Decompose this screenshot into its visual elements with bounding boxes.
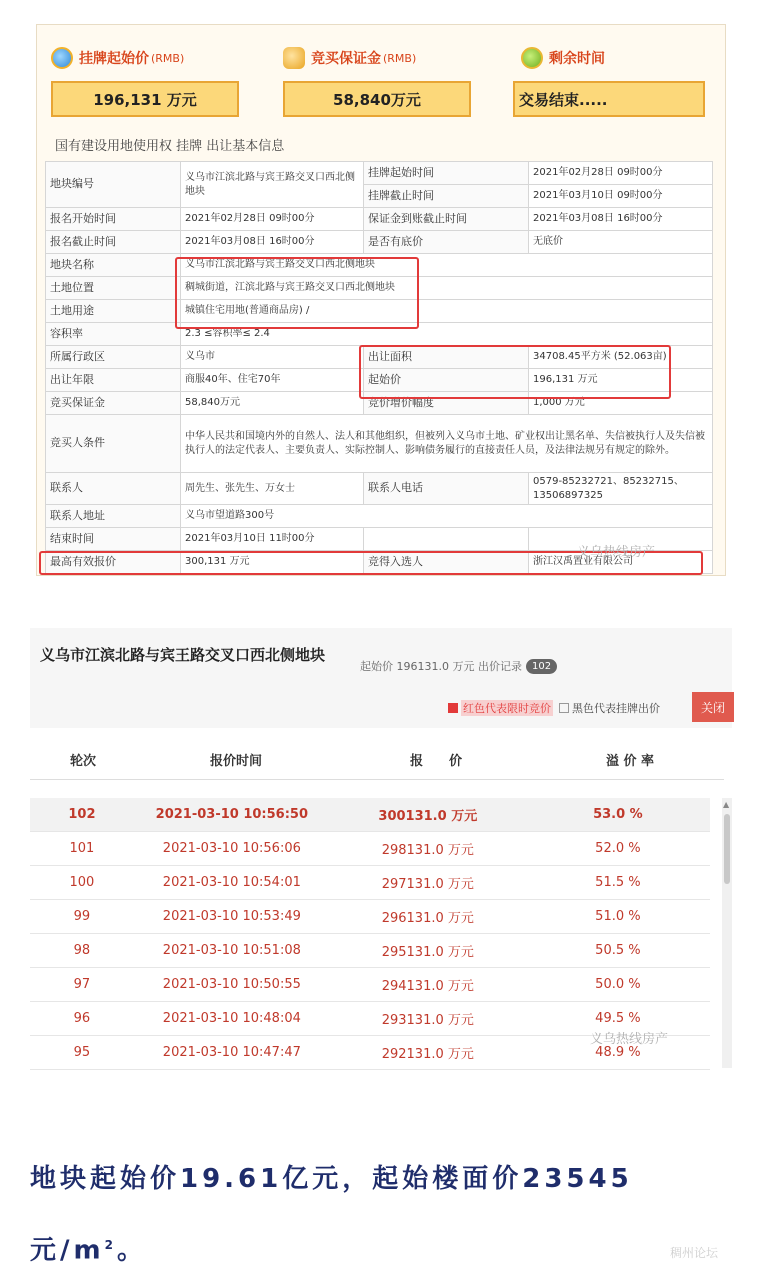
parcel-name-value: 义乌市江滨北路与宾王路交叉口西北侧地块 [181, 254, 713, 277]
bidder-conditions-label: 竞买人条件 [46, 415, 181, 473]
caption-ending: 。 [116, 1235, 147, 1266]
col-round: 轮次 [69, 754, 96, 769]
listing-start-label: 挂牌起始时间 [364, 162, 529, 185]
table-row [30, 832, 710, 866]
land-use-value: 城镇住宅用地(普通商品房) / [181, 300, 713, 323]
caption-text: 地块起始价19.61亿元，起始楼面价23545元/m [30, 1164, 633, 1266]
term-label: 出让年限 [46, 369, 181, 392]
round-cell: 97 [73, 977, 91, 992]
premium-cell: 48.9 % [595, 1045, 641, 1060]
end-time-value: 2021年03月10日 11时00分 [181, 528, 364, 551]
land-location-value: 稠城街道，江滨北路与宾王路交叉口西北侧地块 [181, 277, 713, 300]
contact-phone-value: 0579-85232721、85232715、13506897325 [529, 473, 713, 505]
listing-info-table [45, 161, 713, 574]
table-row [30, 934, 710, 968]
listing-end-label: 挂牌截止时间 [364, 185, 529, 208]
premium-cell: 49.5 % [595, 1011, 641, 1026]
price-cell: 300131.0 万元 [378, 809, 478, 824]
col-premium: 溢 价 率 [605, 754, 655, 769]
premium-cell: 53.0 % [593, 807, 643, 822]
scrollbar[interactable] [722, 798, 732, 1068]
table-row [46, 231, 713, 254]
bag-coins-icon [283, 47, 305, 69]
start-price-label: 挂牌起始价 [79, 51, 149, 67]
round-cell: 96 [73, 1011, 91, 1026]
parcel-id-label: 地块编号 [46, 162, 181, 208]
table-row [46, 162, 713, 185]
premium-cell: 51.0 % [595, 909, 641, 924]
bidder-conditions-value: 中华人民共和国境内外的自然人、法人和其他组织，但被列入义乌市土地、矿业权出让黑名单、失信被执行人及失信被执行人的法定代表人、主要负责人、实际控制人、影响债务履行的直接责任人员，及法律法规另有规定的除外。 [181, 415, 713, 473]
winner-value: 浙江汉禹置业有限公司 [529, 551, 713, 574]
timer-icon [521, 47, 543, 69]
table-row [46, 392, 713, 415]
deposit-deadline-label: 保证金到账截止时间 [364, 208, 529, 231]
parcel-id-value: 义乌市江滨北路与宾王路交叉口西北侧地块 [181, 162, 364, 208]
table-row [30, 798, 710, 832]
time-cell: 2021-03-10 10:56:06 [162, 841, 301, 856]
round-cell: 101 [69, 841, 95, 856]
bid-record-header [30, 628, 732, 728]
price-cell: 297131.0 万元 [381, 877, 474, 892]
time-cell: 2021-03-10 10:48:04 [162, 1011, 301, 1026]
deposit-heading [283, 45, 416, 71]
table-row [46, 208, 713, 231]
close-button[interactable]: 关闭 [692, 692, 734, 722]
deposit-label: 竞买保证金 [311, 51, 381, 67]
round-cell: 99 [73, 909, 91, 924]
table-row [46, 415, 713, 473]
premium-cell: 52.0 % [595, 841, 641, 856]
start-price-summary: 起始价 196131.0 万元 出价记录 [360, 660, 522, 673]
increment-label: 竞价增价幅度 [364, 392, 529, 415]
highest-bid-value: 300,131 万元 [181, 551, 364, 574]
legend-red-text: 红色代表限时竞价 [463, 702, 551, 715]
term-value: 商服40年、住宅70年 [181, 369, 364, 392]
end-time-label: 结束时间 [46, 528, 181, 551]
table-row [46, 277, 713, 300]
remaining-time-value: 交易结束..... [513, 81, 705, 117]
contact-person-value: 周先生、张先生、万女士 [181, 473, 364, 505]
start-price-value: 196,131 万元 [51, 81, 239, 117]
land-location-label: 土地位置 [46, 277, 181, 300]
table-row [46, 346, 713, 369]
start-price-unit: (RMB) [151, 51, 185, 65]
table-row [46, 505, 713, 528]
premium-cell: 50.5 % [595, 943, 641, 958]
contact-person-label: 联系人 [46, 473, 181, 505]
registration-start-value: 2021年02月28日 09时00分 [181, 208, 364, 231]
reserve-price-value: 无底价 [529, 231, 713, 254]
col-time: 报价时间 [209, 754, 262, 769]
bid-record-meta [360, 658, 557, 674]
table-row [30, 866, 710, 900]
table-row [46, 323, 713, 346]
round-cell: 95 [73, 1045, 91, 1060]
legend [448, 700, 660, 716]
empty-cell [364, 528, 529, 551]
listing-end-value: 2021年03月10日 09时00分 [529, 185, 713, 208]
round-cell: 98 [73, 943, 91, 958]
table-row [46, 254, 713, 277]
winner-label: 竞得入选人 [364, 551, 529, 574]
listing-info-panel [36, 24, 726, 576]
table-row [30, 900, 710, 934]
scroll-up-arrow-icon[interactable]: ▲ [723, 800, 730, 809]
increment-value: 1,000 万元 [529, 392, 713, 415]
col-price: 报 价 [409, 754, 462, 769]
listing-start-value: 2021年02月28日 09时00分 [529, 162, 713, 185]
round-cell: 100 [69, 875, 95, 890]
plot-ratio-value: 2.3 ≤容积率≤ 2.4 [181, 323, 713, 346]
remaining-time-heading [521, 45, 605, 71]
price-cell: 298131.0 万元 [381, 843, 474, 858]
highest-bid-label: 最高有效报价 [46, 551, 181, 574]
table-row [46, 473, 713, 505]
contact-address-label: 联系人地址 [46, 505, 181, 528]
scrollbar-thumb[interactable] [724, 814, 730, 884]
corner-watermark: 稠州论坛 [670, 1246, 719, 1260]
time-cell: 2021-03-10 10:47:47 [162, 1045, 301, 1060]
price-cell: 295131.0 万元 [381, 945, 474, 960]
area-label: 出让面积 [364, 346, 529, 369]
table-row [46, 300, 713, 323]
premium-cell: 50.0 % [595, 977, 641, 992]
caption [30, 1146, 740, 1280]
bid-deposit-label: 竞买保证金 [46, 392, 181, 415]
contact-address-value: 义乌市望道路300号 [181, 505, 713, 528]
area-value: 34708.45平方米 (52.063亩) [529, 346, 713, 369]
price-cell: 293131.0 万元 [381, 1013, 474, 1028]
reserve-price-label: 是否有底价 [364, 231, 529, 254]
time-cell: 2021-03-10 10:51:08 [162, 943, 301, 958]
contact-phone-label: 联系人电话 [364, 473, 529, 505]
bid-deposit-value: 58,840万元 [181, 392, 364, 415]
time-cell: 2021-03-10 10:50:55 [162, 977, 301, 992]
price-cell: 296131.0 万元 [381, 911, 474, 926]
red-square-icon [448, 703, 458, 713]
deposit-value: 58,840万元 [283, 81, 471, 117]
registration-end-label: 报名截止时间 [46, 231, 181, 254]
table-row [30, 968, 710, 1002]
premium-cell: 51.5 % [595, 875, 641, 890]
start-price-row-value: 196,131 万元 [529, 369, 713, 392]
legend-black-text: 黑色代表挂牌出价 [572, 702, 660, 715]
parcel-name-label: 地块名称 [46, 254, 181, 277]
deposit-deadline-value: 2021年03月08日 16时00分 [529, 208, 713, 231]
time-cell: 2021-03-10 10:54:01 [162, 875, 301, 890]
black-square-icon [559, 703, 569, 713]
deposit-unit: (RMB) [383, 51, 417, 65]
land-use-label: 土地用途 [46, 300, 181, 323]
district-label: 所属行政区 [46, 346, 181, 369]
caption-superscript: 2 [104, 1238, 117, 1252]
table-row [46, 369, 713, 392]
registration-end-value: 2021年03月08日 16时00分 [181, 231, 364, 254]
plot-ratio-label: 容积率 [46, 323, 181, 346]
watermark-text: 义乌热线房产 [577, 545, 656, 560]
price-cell: 294131.0 万元 [381, 979, 474, 994]
record-count-badge: 102 [526, 659, 557, 674]
price-cell: 292131.0 万元 [381, 1047, 474, 1062]
bid-record-panel [30, 628, 732, 1068]
start-price-row-label: 起始价 [364, 369, 529, 392]
time-cell: 2021-03-10 10:53:49 [162, 909, 301, 924]
watermark-text: 义乌热线房产 [590, 1032, 669, 1047]
start-price-heading [51, 45, 184, 71]
bid-table-header [30, 740, 724, 780]
registration-start-label: 报名开始时间 [46, 208, 181, 231]
time-cell: 2021-03-10 10:56:50 [155, 807, 309, 822]
clock-coin-icon [51, 47, 73, 69]
section-title: 国有建设用地使用权 挂牌 出让基本信息 [55, 139, 285, 154]
bid-record-title: 义乌市江滨北路与宾王路交叉口西北侧地块 [40, 646, 326, 664]
district-value: 义乌市 [181, 346, 364, 369]
round-cell: 102 [68, 807, 96, 822]
remaining-time-label: 剩余时间 [549, 51, 605, 67]
